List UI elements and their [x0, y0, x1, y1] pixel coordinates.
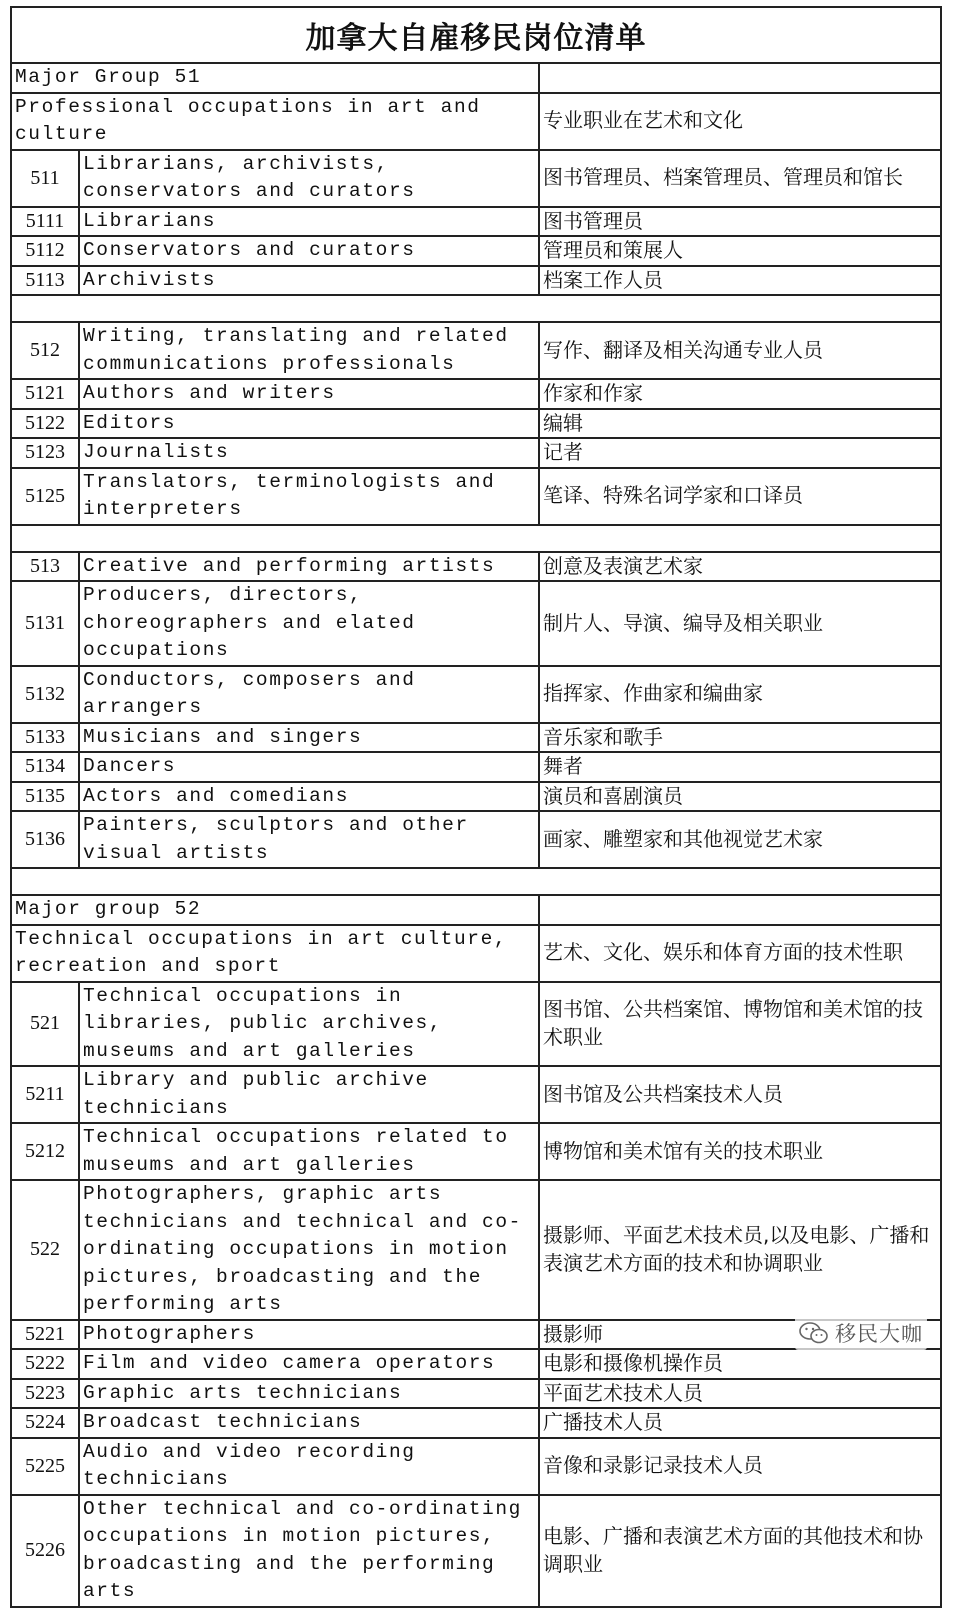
noc-code: 5224	[11, 1408, 79, 1438]
occupation-en: Photographers, graphic arts technicians and technical and co-ordinating occupations in motion pictures, broadcasting and the performing arts	[79, 1180, 539, 1320]
occupation-en: Dancers	[79, 752, 539, 782]
noc-code: 5221	[11, 1320, 79, 1350]
table-row	[11, 236, 941, 266]
occupation-zh: 博物馆和美术馆有关的技术职业	[539, 1123, 941, 1180]
watermark	[795, 1316, 927, 1350]
occupation-zh: 广播技术人员	[539, 1408, 941, 1438]
noc-code: 5112	[11, 236, 79, 266]
noc-code: 5135	[11, 782, 79, 812]
page-title: 加拿大自雇移民岗位清单	[11, 7, 941, 63]
table-row	[11, 1066, 941, 1123]
table-row	[11, 409, 941, 439]
occupation-en: Authors and writers	[79, 379, 539, 409]
occupation-en: Library and public archive technicians	[79, 1066, 539, 1123]
noc-code: 5111	[11, 207, 79, 237]
table-row	[11, 1180, 941, 1320]
table-row	[11, 266, 941, 296]
noc-code: 522	[11, 1180, 79, 1320]
noc-code: 521	[11, 982, 79, 1067]
occupation-zh: 图书管理员	[539, 207, 941, 237]
group-row	[11, 895, 941, 925]
noc-code: 5133	[11, 723, 79, 753]
table-row	[11, 666, 941, 723]
occupation-zh: 画家、雕塑家和其他视觉艺术家	[539, 811, 941, 868]
group-name-zh	[539, 63, 941, 93]
occupation-zh: 写作、翻译及相关沟通专业人员	[539, 322, 941, 379]
occupation-zh: 演员和喜剧演员	[539, 782, 941, 812]
occupation-en: Other technical and co-ordinating occupations in motion pictures, broadcasting and the performing arts	[79, 1495, 539, 1607]
table-row	[11, 468, 941, 525]
noc-code: 5225	[11, 1438, 79, 1495]
occupation-zh: 摄影师、平面艺术技术员,以及电影、广播和表演艺术方面的技术和协调职业	[539, 1180, 941, 1320]
noc-code: 5132	[11, 666, 79, 723]
group-name-zh	[539, 895, 941, 925]
occupation-zh: 指挥家、作曲家和编曲家	[539, 666, 941, 723]
occupation-en: Translators, terminologists and interpreters	[79, 468, 539, 525]
occupation-en: Graphic arts technicians	[79, 1379, 539, 1409]
occupation-en: Actors and comedians	[79, 782, 539, 812]
noc-code: 5136	[11, 811, 79, 868]
occupation-zh: 舞者	[539, 752, 941, 782]
wechat-icon	[799, 1321, 829, 1345]
occupation-en: Technical occupations in libraries, public archives, museums and art galleries	[79, 982, 539, 1067]
noc-code: 5121	[11, 379, 79, 409]
occupation-zh: 作家和作家	[539, 379, 941, 409]
noc-code: 5125	[11, 468, 79, 525]
noc-code: 511	[11, 150, 79, 207]
table-row	[11, 1349, 941, 1379]
table-row	[11, 723, 941, 753]
table-row	[11, 1438, 941, 1495]
occupation-zh: 图书馆及公共档案技术人员	[539, 1066, 941, 1123]
occupation-en: Archivists	[79, 266, 539, 296]
table-row	[11, 811, 941, 868]
occupation-en: Technical occupations related to museums and art galleries	[79, 1123, 539, 1180]
noc-code: 5222	[11, 1349, 79, 1379]
occupation-en: Creative and performing artists	[79, 552, 539, 582]
table-row	[11, 782, 941, 812]
occupation-en: Librarians	[79, 207, 539, 237]
group-name-en: Major group 52	[11, 895, 539, 925]
occupation-en: Audio and video recording technicians	[79, 1438, 539, 1495]
table-row	[11, 552, 941, 582]
occupation-zh: 档案工作人员	[539, 266, 941, 296]
noc-code: 5123	[11, 438, 79, 468]
occupation-zh: 图书馆、公共档案馆、博物馆和美术馆的技术职业	[539, 982, 941, 1067]
table-row	[11, 982, 941, 1067]
table-row	[11, 438, 941, 468]
noc-code: 5211	[11, 1066, 79, 1123]
blank-row	[11, 295, 941, 322]
group-row	[11, 925, 941, 982]
noc-code: 5223	[11, 1379, 79, 1409]
occupation-zh: 电影和摄像机操作员	[539, 1349, 941, 1379]
watermark-text: 移民大咖	[835, 1322, 923, 1346]
blank-cell	[11, 295, 941, 322]
occupation-zh: 电影、广播和表演艺术方面的其他技术和协调职业	[539, 1495, 941, 1607]
noc-code: 513	[11, 552, 79, 582]
blank-cell	[11, 868, 941, 895]
occupation-zh: 制片人、导演、编导及相关职业	[539, 581, 941, 666]
occupation-en: Journalists	[79, 438, 539, 468]
occupation-en: Broadcast technicians	[79, 1408, 539, 1438]
group-name-en: Major Group 51	[11, 63, 539, 93]
occupation-zh: 摄影师	[539, 1320, 941, 1350]
occupation-en: Film and video camera operators	[79, 1349, 539, 1379]
group-name-zh: 艺术、文化、娱乐和体育方面的技术性职	[539, 925, 941, 982]
occupation-zh: 音像和录影记录技术人员	[539, 1438, 941, 1495]
table-row	[11, 207, 941, 237]
blank-cell	[11, 525, 941, 552]
noc-code: 5131	[11, 581, 79, 666]
occupation-en: Musicians and singers	[79, 723, 539, 753]
occupation-en: Conservators and curators	[79, 236, 539, 266]
blank-row	[11, 868, 941, 895]
blank-row	[11, 525, 941, 552]
noc-code: 512	[11, 322, 79, 379]
title-row	[11, 7, 941, 63]
table-row	[11, 1379, 941, 1409]
occupation-table	[10, 6, 942, 1608]
table-row	[11, 150, 941, 207]
table-row	[11, 1123, 941, 1180]
occupation-en: Librarians, archivists, conservators and curators	[79, 150, 539, 207]
occupation-zh: 记者	[539, 438, 941, 468]
noc-code: 5212	[11, 1123, 79, 1180]
occupation-zh: 图书管理员、档案管理员、管理员和馆长	[539, 150, 941, 207]
group-name-en: Professional occupations in art and culture	[11, 93, 539, 150]
noc-code: 5226	[11, 1495, 79, 1607]
group-name-en: Technical occupations in art culture, recreation and sport	[11, 925, 539, 982]
occupation-zh: 编辑	[539, 409, 941, 439]
occupation-zh: 创意及表演艺术家	[539, 552, 941, 582]
table-row	[11, 581, 941, 666]
occupation-en: Editors	[79, 409, 539, 439]
occupation-zh: 平面艺术技术人员	[539, 1379, 941, 1409]
occupation-en: Photographers	[79, 1320, 539, 1350]
occupation-en: Conductors, composers and arrangers	[79, 666, 539, 723]
noc-code: 5113	[11, 266, 79, 296]
table-row	[11, 1495, 941, 1607]
group-row	[11, 93, 941, 150]
occupation-en: Painters, sculptors and other visual artists	[79, 811, 539, 868]
occupation-zh: 音乐家和歌手	[539, 723, 941, 753]
table-row	[11, 1408, 941, 1438]
table-row	[11, 752, 941, 782]
table-row	[11, 379, 941, 409]
occupation-en: Writing, translating and related communications professionals	[79, 322, 539, 379]
table-row	[11, 322, 941, 379]
occupation-zh: 笔译、特殊名词学家和口译员	[539, 468, 941, 525]
group-row	[11, 63, 941, 93]
noc-code: 5122	[11, 409, 79, 439]
occupation-zh: 管理员和策展人	[539, 236, 941, 266]
group-name-zh: 专业职业在艺术和文化	[539, 93, 941, 150]
noc-code: 5134	[11, 752, 79, 782]
occupation-en: Producers, directors, choreographers and elated occupations	[79, 581, 539, 666]
